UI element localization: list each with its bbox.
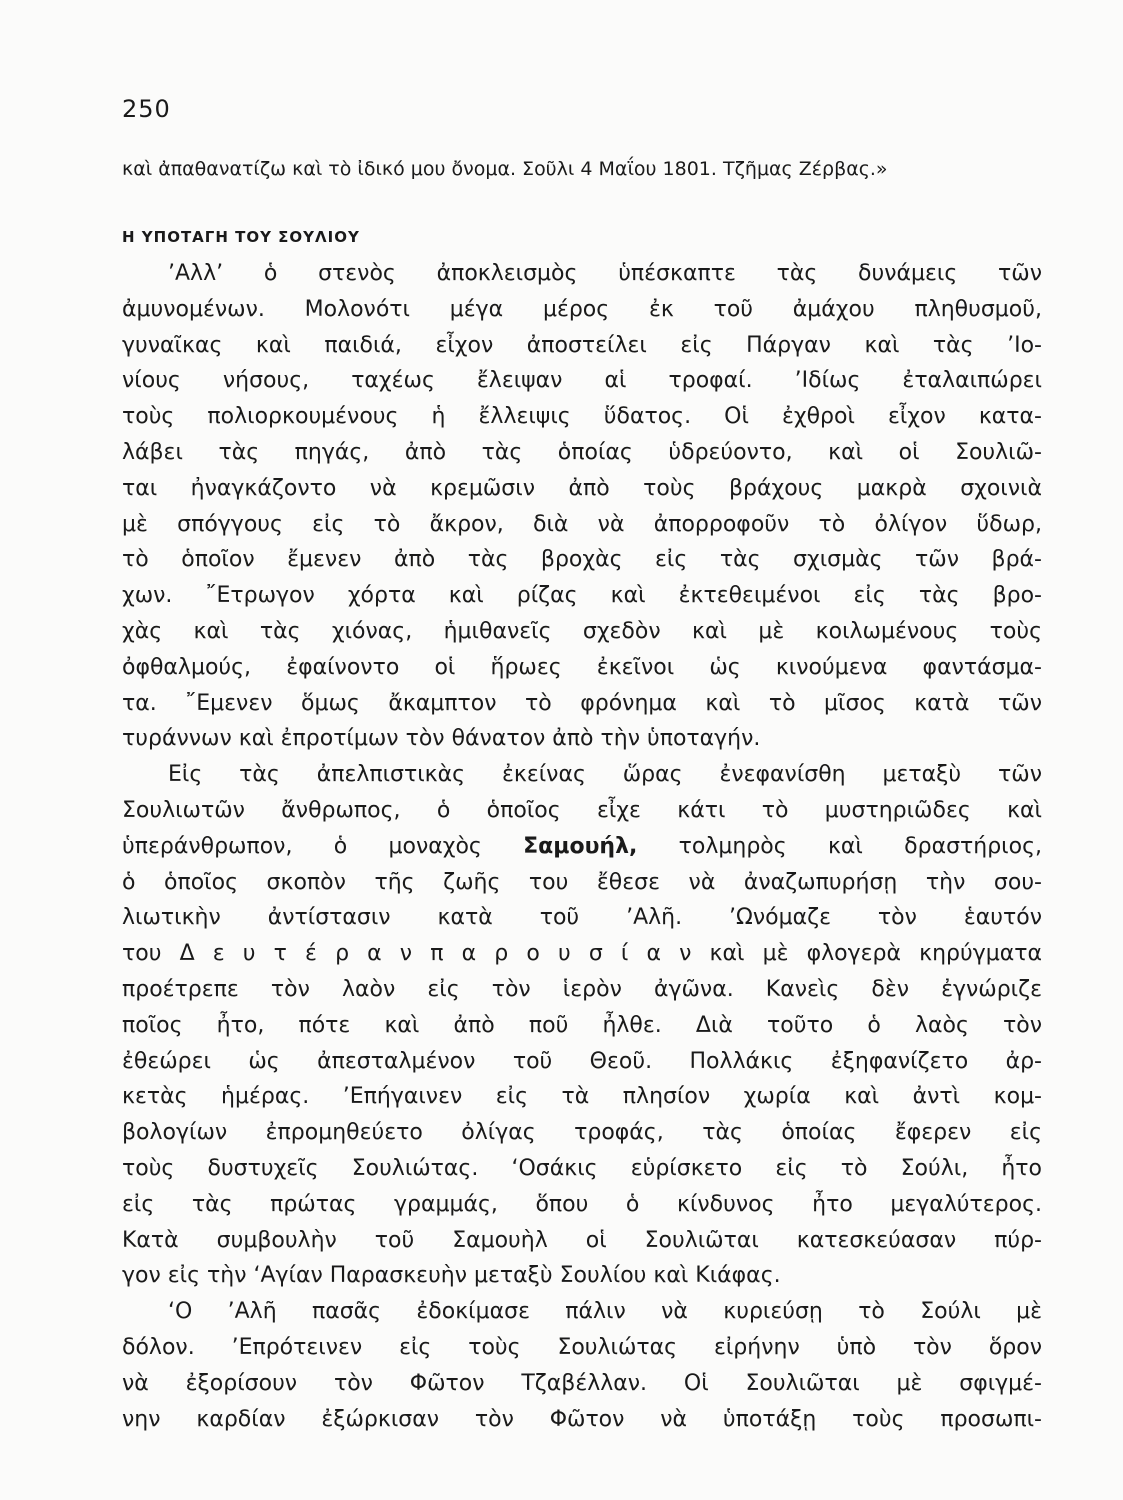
text-line: λιωτικὴν ἀντίστασιν κατὰ τοῦ ’Αλῆ. ’Ωνόμαζε τὸν ἑαυτόν <box>122 905 1042 931</box>
text-line: δόλον. ’Επρότεινεν εἰς τοὺς Σουλιώτας εἰρήνην ὑπὸ τὸν ὅρον <box>122 1334 1042 1360</box>
text-line: γυναῖκας καὶ παιδιά, εἶχον ἀποστείλει εἰς Πάργαν καὶ τὰς ’Ιο- <box>122 332 1042 358</box>
text-line: προέτρεπε τὸν λαὸν εἰς τὸν ἱερὸν ἀγῶνα. Κανεὶς δὲν ἐγνώριζε <box>122 976 1042 1002</box>
text-line: μὲ σπόγγους εἰς τὸ ἄκρον, διὰ νὰ ἀπορροφοῦν τὸ ὀλίγον ὕδωρ, <box>122 511 1042 537</box>
body-text <box>122 256 1042 1437</box>
text-line: νὰ ἐξορίσουν τὸν Φῶτον Τζαβέλλαν. Οἱ Σουλιῶται μὲ σφιγμέ- <box>122 1370 1042 1396</box>
text-line: ποῖος ἦτο, πότε καὶ ἀπὸ ποῦ ἦλθε. Διὰ τοῦτο ὁ λαὸς τὸν <box>122 1012 1042 1038</box>
text-line: Κατὰ συμβουλὴν τοῦ Σαμουὴλ οἱ Σουλιῶται κατεσκεύασαν πύρ- <box>122 1227 1042 1253</box>
text-line: τοὺς δυστυχεῖς Σουλιώτας. ‘Οσάκις εὑρίσκετο εἰς τὸ Σούλι, ἦτο <box>122 1155 1042 1181</box>
text-line: ἀμυνομένων. Μολονότι μέγα μέρος ἐκ τοῦ ἀμάχου πληθυσμοῦ, <box>122 296 1042 322</box>
text-line: Εἰς τὰς ἀπελπιστικὰς ἐκείνας ὥρας ἐνεφανίσθη μεταξὺ τῶν <box>168 762 1042 788</box>
text-line: χὰς καὶ τὰς χιόνας, ἡμιθανεῖς σχεδὸν καὶ μὲ κοιλωμένους τοὺς <box>122 618 1042 644</box>
text-line: Σουλιωτῶν ἄνθρωπος, ὁ ὁποῖος εἶχε κάτι τὸ μυστηριῶδες καὶ <box>122 797 1042 823</box>
text-line: λάβει τὰς πηγάς, ἀπὸ τὰς ὁποίας ὑδρεύοντο, καὶ οἱ Σουλιῶ- <box>122 439 1042 465</box>
page-number: 250 <box>122 95 171 123</box>
text-line: βολογίων ἐπρομηθεύετο ὀλίγας τροφάς, τὰς ὁποίας ἔφερεν εἰς <box>122 1120 1042 1146</box>
text-line: γον εἰς τὴν ‘Αγίαν Παρασκευὴν μεταξὺ Σουλίου καὶ Κιάφας. <box>122 1263 781 1289</box>
text-line: ται ἠναγκάζοντο νὰ κρεμῶσιν ἀπὸ τοὺς βράχους μακρὰ σχοινιὰ <box>122 475 1042 501</box>
text-line: νην καρδίαν ἐξώρκισαν τὸν Φῶτον νὰ ὑποτάξῃ τοὺς προσωπι- <box>122 1406 1042 1432</box>
text-line: ὁ ὁποῖος σκοπὸν τῆς ζωῆς του ἔθεσε νὰ ἀναζωπυρήσῃ τὴν σου- <box>122 869 1042 895</box>
lead-text-line: καὶ ἀπαθανατίζω καὶ τὸ ἰδικό μου ὄνομα. Σοῦλι 4 Μαΐου 1801. Τζῆμας Ζέρβας.» <box>122 158 888 180</box>
text-line: ‘Ο ’Αλῆ πασᾶς ἐδοκίμασε πάλιν νὰ κυριεύσῃ τὸ Σούλι μὲ <box>168 1299 1042 1325</box>
text-line: τυράννων καὶ ἐπροτίμων τὸν θάνατον ἀπὸ τὴν ὑποταγήν. <box>122 726 761 752</box>
text-line: τοὺς πολιορκουμένους ἡ ἔλλειψις ὕδατος. Οἱ ἐχθροὶ εἶχον κατα- <box>122 404 1042 430</box>
section-heading: Η ΥΠΟΤΑΓΗ ΤΟΥ ΣΟΥΛΙΟΥ <box>122 228 360 246</box>
text-line: ὑπεράνθρωπον, ὁ μοναχὸς Σαμουήλ, τολμηρὸς καὶ δραστήριος, <box>122 833 1042 859</box>
text-line: τα. ῎Εμενεν ὅμως ἄκαμπτον τὸ φρόνημα καὶ τὸ μῖσος κατὰ τῶν <box>122 690 1042 716</box>
text-line: ’Αλλ’ ὁ στενὸς ἀποκλεισμὸς ὑπέσκαπτε τὰς δυνάμεις τῶν <box>168 261 1042 286</box>
text-line: του Δ ε υ τ έ ρ α ν π α ρ ο υ σ ί α ν καὶ μὲ φλογερὰ κηρύγματα <box>122 941 1042 967</box>
text-line: εἰς τὰς πρώτας γραμμάς, ὅπου ὁ κίνδυνος ἦτο μεγαλύτερος. <box>122 1191 1042 1217</box>
text-line: ἐθεώρει ὡς ἀπεσταλμένον τοῦ Θεοῦ. Πολλάκις ἐξηφανίζετο ἀρ- <box>122 1048 1042 1074</box>
text-line: ὀφθαλμούς, ἐφαίνοντο οἱ ἥρωες ἐκεῖνοι ὡς κινούμενα φαντάσμα- <box>122 654 1042 680</box>
text-line: νίους νήσους, ταχέως ἔλειψαν αἱ τροφαί. ’Ιδίως ἐταλαιπώρει <box>122 368 1042 394</box>
text-line: κετὰς ἡμέρας. ’Επήγαινεν εἰς τὰ πλησίον χωρία καὶ ἀντὶ κομ- <box>122 1084 1042 1110</box>
text-line: τὸ ὁποῖον ἔμενεν ἀπὸ τὰς βροχὰς εἰς τὰς σχισμὰς τῶν βρά- <box>122 547 1042 573</box>
emphasized-name: Σαμουήλ, <box>523 833 638 859</box>
text-line: χων. ῎Ετρωγον χόρτα καὶ ρίζας καὶ ἐκτεθειμένοι εἰς τὰς βρο- <box>122 583 1042 609</box>
